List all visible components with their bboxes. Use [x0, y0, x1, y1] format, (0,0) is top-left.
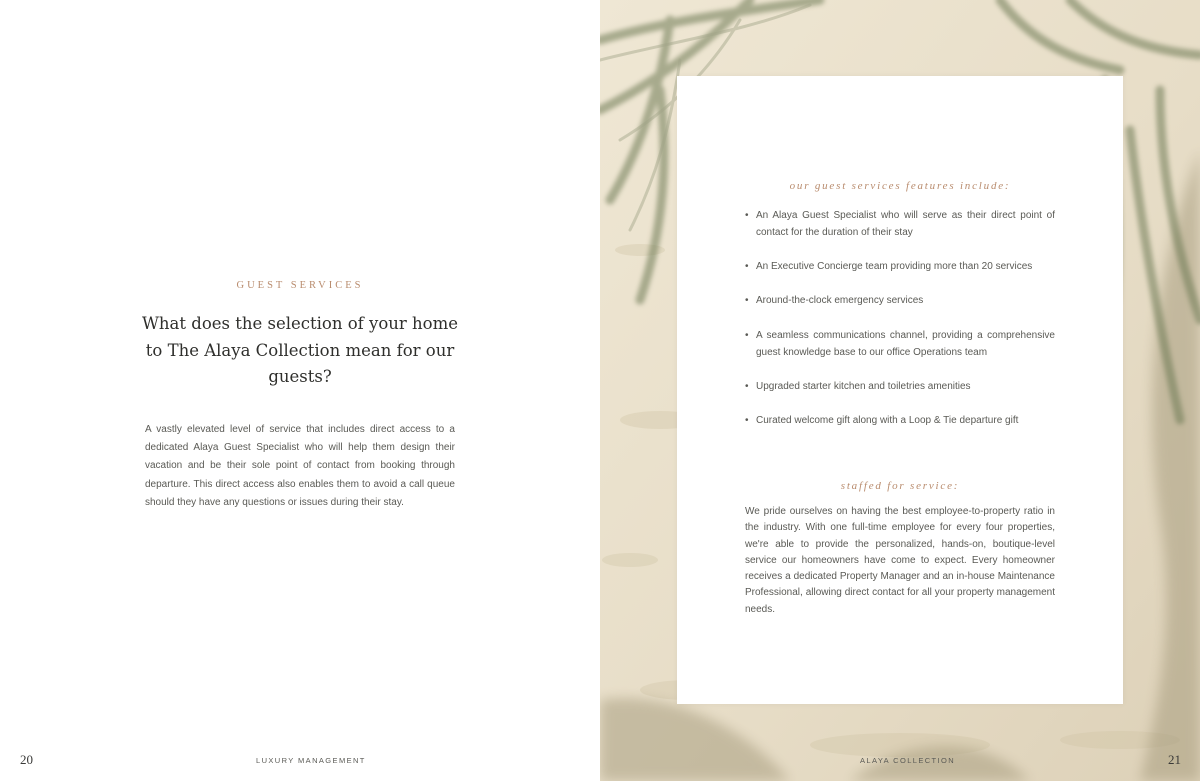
bullet-icon: •: [745, 381, 749, 392]
bullet-icon: •: [745, 261, 749, 272]
list-item: [745, 208, 1055, 241]
list-item-text: Curated welcome gift along with a Loop & Tie departure gift: [756, 415, 1019, 426]
bullet-icon: •: [745, 330, 749, 341]
bullet-icon: •: [745, 210, 749, 221]
page-number-right: 21: [1168, 752, 1181, 767]
list-item-text: Upgraded starter kitchen and toiletries amenities: [756, 381, 971, 392]
intro-paragraph: A vastly elevated level of service that includes direct access to a dedicated Alaya Guest Specialist who will help them design their vacation and be their sole point of contact from booking through departure. This direct access also enables them to avoid a call queue should they have any questions or issues during their stay.: [145, 424, 455, 508]
right-page: [600, 0, 1200, 781]
list-item: [745, 259, 1055, 276]
list-item: [745, 379, 1055, 396]
page-number-left: 20: [20, 752, 33, 767]
features-heading: our guest services features include:: [789, 180, 1011, 192]
section-eyebrow: GUEST SERVICES: [236, 280, 364, 291]
list-item-text: An Alaya Guest Specialist who will serve as their direct point of contact for the duration of their stay: [756, 210, 1055, 238]
list-item: [745, 413, 1055, 430]
bullet-icon: •: [745, 295, 749, 306]
page-headline: What does the selection of your home to The Alaya Collection mean for our guests?: [141, 314, 459, 386]
list-item-text: Around-the-clock emergency services: [756, 295, 924, 306]
running-footer-left: LUXURY MANAGEMENT: [256, 756, 366, 765]
list-item: [745, 328, 1055, 361]
staffed-heading: staffed for service:: [840, 480, 960, 492]
bullet-icon: •: [745, 415, 749, 426]
list-item-text: An Executive Concierge team providing more than 20 services: [756, 261, 1033, 272]
list-item: [745, 293, 1055, 310]
list-item-text: A seamless communications channel, providing a comprehensive guest knowledge base to our office Operations team: [756, 330, 1055, 358]
features-card: [677, 76, 1123, 704]
running-footer-right: ALAYA COLLECTION: [860, 756, 956, 765]
staffed-paragraph: We pride ourselves on having the best employee-to-property ratio in the industry. With one full-time employee for every four properties, we're able to provide the personalized, hands-on, boutique-level service our homeowners have come to expect. Every homeowner receives a dedicated Property Manager and an in-house Maintenance Professional, allowing direct contact for all your property management needs.: [745, 506, 1055, 615]
